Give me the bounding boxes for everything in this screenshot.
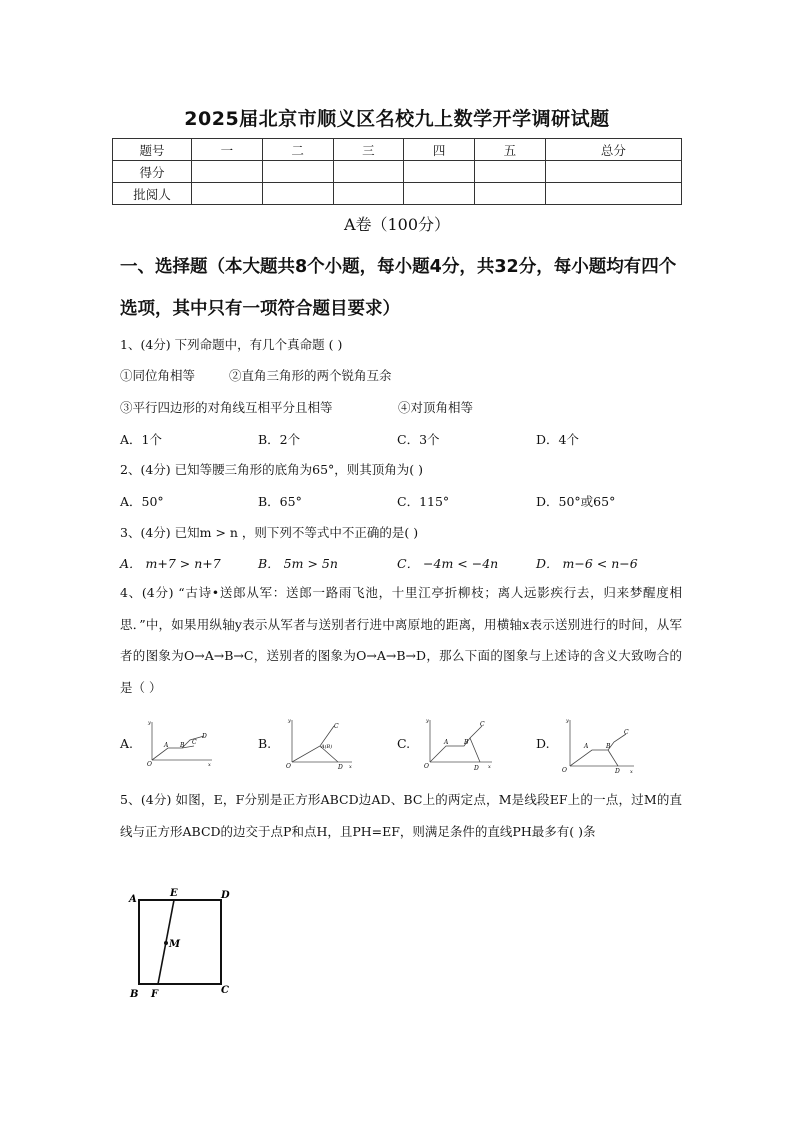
option-b[interactable]: B. (258, 736, 272, 751)
vertex-label-b: B (130, 989, 139, 1000)
option-b[interactable]: B． 5m > 5n (258, 556, 338, 571)
point-label: D (202, 733, 207, 740)
point-label: C (192, 739, 197, 746)
option-a[interactable]: A． m+7 > n+7 (120, 556, 221, 571)
q1-item: ④对顶角相等 (398, 400, 474, 415)
point-label: D (474, 765, 479, 772)
option-a[interactable]: A．50° (120, 494, 164, 509)
origin-label: O (286, 763, 291, 770)
point-label: B (464, 739, 469, 746)
axis-label-y: y (288, 718, 291, 724)
option-d[interactable]: D．50°或65° (536, 494, 616, 509)
table-row (113, 139, 682, 161)
axis-label-y: y (426, 718, 429, 724)
score-input-cell[interactable] (333, 161, 404, 183)
graph-b (282, 714, 358, 770)
axis-label-x: x (488, 764, 491, 770)
option-a[interactable]: A. (120, 736, 134, 751)
table-cell: 题号 (113, 139, 192, 161)
option-a[interactable]: A．1个 (120, 432, 162, 447)
score-input-cell[interactable] (404, 161, 475, 183)
point-label: D (338, 764, 343, 770)
table-cell: 五 (475, 139, 546, 161)
table-cell: 得分 (113, 161, 192, 183)
point-label-e: E (170, 888, 178, 899)
vertex-label-c: C (221, 985, 229, 996)
q1-item: ②直角三角形的两个锐角互余 (229, 368, 392, 383)
option-c[interactable]: C．115° (397, 494, 450, 509)
grader-input-cell[interactable] (262, 183, 333, 205)
option-b[interactable]: B．65° (258, 494, 302, 509)
square-figure (120, 880, 240, 1008)
point-label: B (180, 742, 185, 749)
point-label-f: F (151, 989, 159, 1000)
axis-label-y: y (566, 718, 569, 724)
graph-d (560, 714, 640, 774)
grader-input-cell[interactable] (192, 183, 263, 205)
vertex-label-a: A (129, 894, 137, 905)
origin-label: O (562, 767, 567, 774)
table-cell: 四 (404, 139, 475, 161)
table-cell: 二 (262, 139, 333, 161)
point-label: D (615, 768, 620, 774)
q1-item: ①同位角相等 (120, 368, 196, 383)
point-label: A (164, 742, 169, 749)
option-d[interactable]: D． m−6 < n−6 (536, 556, 638, 571)
graph-c (420, 714, 498, 772)
axis-label-x: x (349, 764, 352, 770)
vertex-label-d: D (221, 890, 230, 901)
option-d[interactable]: D. (536, 736, 550, 751)
table-cell: 一 (192, 139, 263, 161)
axis-label-x: x (630, 769, 633, 774)
point-label: C (480, 721, 485, 728)
grader-input-cell[interactable] (475, 183, 546, 205)
option-b[interactable]: B．2个 (258, 432, 301, 447)
point-label: A (444, 739, 449, 746)
table-row (113, 161, 682, 183)
option-c[interactable]: C．3个 (397, 432, 440, 447)
volume-heading: A卷（100分） (343, 215, 451, 234)
grader-input-cell[interactable] (333, 183, 404, 205)
axis-label-y: y (148, 720, 151, 726)
q4-stem: 4、(4分) “古诗•送郎从军：送郎一路雨飞池，十里江亭折柳枝；离人远影疾行去，归来梦醒度相思．”中，如果用纵轴y表示从军者与送别者行进中离原地的距离，用横轴x表示送别进行的时间，从军者的图象为O→A→B→C，送别者的图象为O→A→B→D，那么下面的图象与上述诗的含义大致吻合的是（ ） (120, 585, 682, 695)
option-c[interactable]: C. (397, 736, 411, 751)
q1-item: ③平行四边形的对角线互相平分且相等 (120, 400, 333, 415)
score-input-cell[interactable] (475, 161, 546, 183)
score-input-cell[interactable] (262, 161, 333, 183)
point-label-m: M (169, 939, 181, 950)
table-row (113, 183, 682, 205)
point-label: C (334, 723, 339, 730)
q3-stem: 3、(4分) 已知m > n ，则下列不等式中不正确的是( ) (120, 525, 419, 540)
table-cell: 三 (333, 139, 404, 161)
origin-label: O (147, 761, 152, 768)
page-title: 2025届北京市顺义区名校九上数学开学调研试题 (184, 108, 610, 130)
score-input-cell[interactable] (545, 161, 681, 183)
grader-input-cell[interactable] (545, 183, 681, 205)
point-label: A(B) (321, 744, 333, 750)
option-c[interactable]: C． −4m < −4n (397, 556, 499, 571)
q2-stem: 2、(4分) 已知等腰三角形的底角为65°，则其顶角为( ) (120, 462, 424, 477)
q1-stem: 1、(4分) 下列命题中，有几个真命题 ( ) (120, 337, 343, 352)
graph-a (142, 716, 218, 768)
score-table (112, 138, 682, 205)
point-label: C (624, 729, 629, 736)
score-input-cell[interactable] (192, 161, 263, 183)
section-heading: 一、选择题（本大题共8个小题，每小题4分，共32分，每小题均有四个选项，其中只有一项符合题目要求） (120, 257, 677, 319)
grader-input-cell[interactable] (404, 183, 475, 205)
table-cell: 总分 (545, 139, 681, 161)
option-d[interactable]: D．4个 (536, 432, 579, 447)
point-label: B (606, 743, 611, 750)
q5-stem: 5、(4分) 如图，E，F分别是正方形ABCD边AD、BC上的两定点，M是线段EF上的一点，过M的直线与正方形ABCD的边交于点P和点H，且PH=EF，则满足条件的直线PH最多有( )条 (120, 792, 682, 839)
table-cell: 批阅人 (113, 183, 192, 205)
origin-label: O (424, 763, 429, 770)
axis-label-x: x (208, 762, 211, 768)
point-label: A (584, 743, 589, 750)
